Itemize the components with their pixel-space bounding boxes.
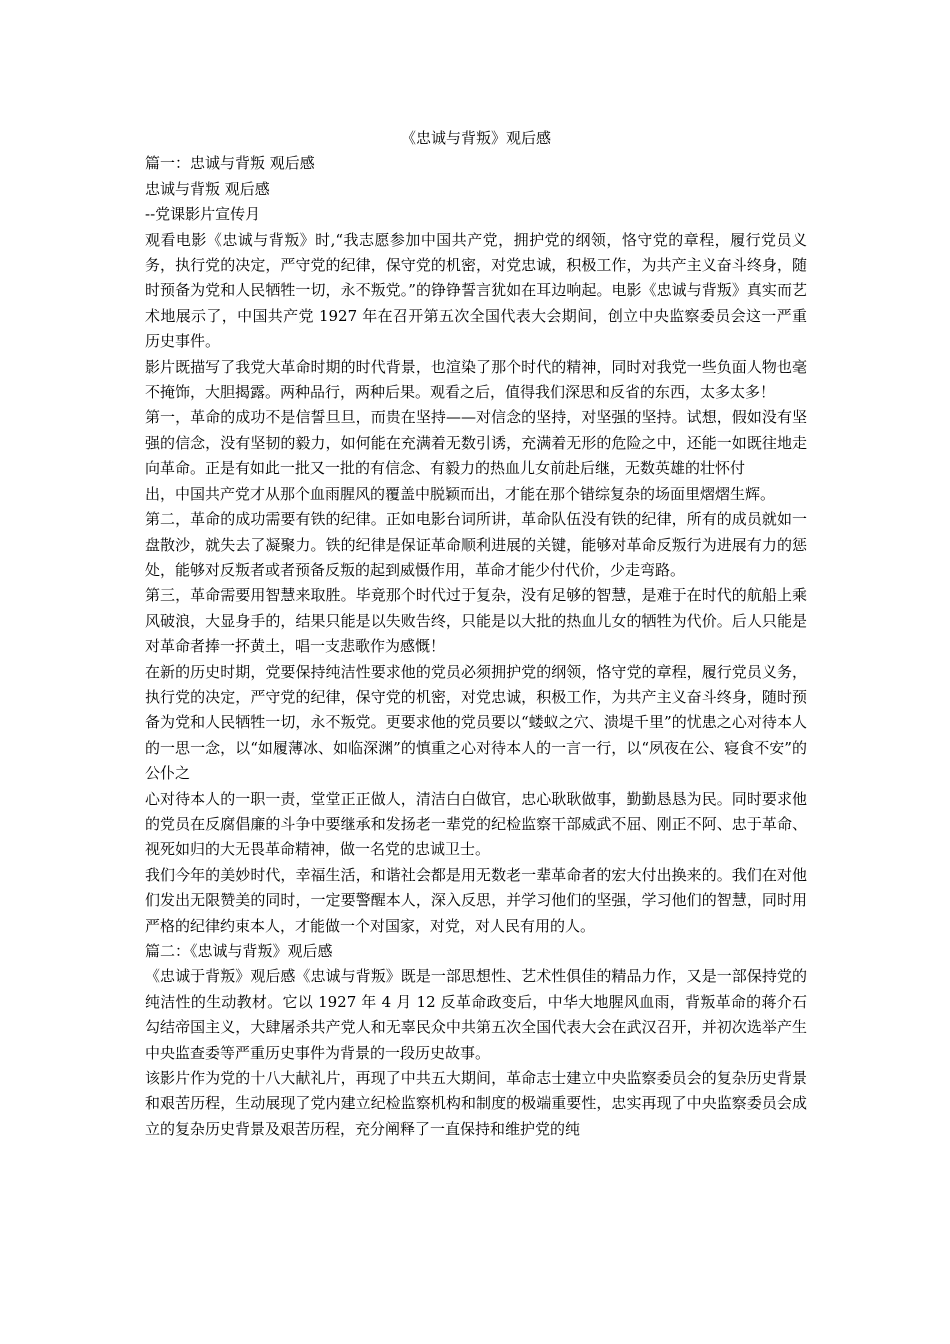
section-heading-2: 篇二：《忠诚与背叛》观后感 [145, 942, 333, 960]
paragraph-6: 第一，革命的成功不是信誓旦旦，而贵在坚持——对信念的坚持，对坚强的坚持。试想，假如没有坚强的信念，没有坚韧的毅力，如何能在充满着无数引诱，充满着无形的危险之中，还能一如既往地走向革命。正是有如此一批又一批的有信念、有毅力的热血儿女前赴后继，无数英雄的壮怀付 [145, 408, 807, 478]
paragraph-8: 第二，革命的成功需要有铁的纪律。正如电影台词所讲，革命队伍没有铁的纪律，所有的成员就如一盘散沙，就失去了凝聚力。铁的纪律是保证革命顺利进展的关键，能够对革命反叛行为进展有力的惩处，能够对反叛者或者预备反叛的起到威慑作用，革命才能少付代价，少走弯路。 [145, 510, 807, 579]
paragraph-10: 在新的历史时期，党要保持纯洁性要求他的党员必须拥护党的纲领，恪守党的章程，履行党员义务，执行党的决定，严守党的纪律，保守党的机密，对党忠诚，积极工作，为共产主义奋斗终身，随时预备为党和人民牺牲一切，永不叛党。更要求他的党员要以“蝼蚁之穴、溃堤千里”的忧患之心对待本人的一思一念，以“如履薄冰、如临深渊”的慎重之心对待本人的一言一行，以“夙夜在公、寝食不安”的公仆之 [145, 662, 807, 783]
document-page [145, 126, 807, 1142]
paragraph-4: 观看电影《忠诚与背叛》时,“我志愿参加中国共产党，拥护党的纲领，恪守党的章程，履行党员义务，执行党的决定，严守党的纪律，保守党的机密，对党忠诚，积极工作，为共产主义奋斗终身，随时预备为党和人民牺牲一切，永不叛党。”的铮铮誓言犹如在耳边响起。电影《忠诚与背叛》真实而艺术地展示了，中国共产党 1927 年在召开第五次全国代表大会期间，创立中央监察委员会这一严重历史事件。 [145, 230, 807, 351]
paragraph-12: 我们今年的美妙时代，幸福生活，和谐社会都是用无数老一辈革命者的宏大付出换来的。我们在对他们发出无限赞美的同时，一定要警醒本人，深入反思，并学习他们的坚强，学习他们的智慧，同时用严格的纪律约束本人，才能做一个对国家，对党，对人民有用的人。 [145, 865, 807, 935]
paragraph-13: 《忠诚于背叛》观后感《忠诚与背叛》既是一部思想性、艺术性俱佳的精品力作，又是一部保持党的纯洁性的生动教材。它以 1927 年 4 月 12 反革命政变后，中华大地腥风血雨，背叛革命的蒋介石勾结帝国主义，大肆屠杀共产党人和无辜民众中共第五次全国代表大会在武汉召开，并初次选举产生中央监查委等严重历史事件为背景的一段历史故事。 [145, 967, 807, 1062]
paragraph-9: 第三，革命需要用智慧来取胜。毕竟那个时代过于复杂，没有足够的智慧，是难于在时代的航船上乘风破浪，大显身手的，结果只能是以失败告终，只能是以大批的热血儿女的牺牲为代价。后人只能是对革命者捧一抔黄土，唱一支悲歌作为感慨！ [145, 586, 807, 656]
paragraph-2: 忠诚与背叛 观后感 [145, 179, 270, 198]
document-title: 《忠诚与背叛》观后感 [400, 129, 551, 147]
paragraph-5: 影片既描写了我党大革命时期的时代背景，也渲染了那个时代的精神，同时对我党一些负面人物也毫不掩饰，大胆揭露。两种品行，两种后果。观看之后，值得我们深思和反省的东西，太多太多！ [145, 357, 807, 402]
paragraph-14: 该影片作为党的十八大献礼片，再现了中共五大期间，革命志士建立中央监察委员会的复杂历史背景和艰苦历程，生动展现了党内建立纪检监察机构和制度的极端重要性，忠实再现了中央监察委员会成立的复杂历史背景及艰苦历程，充分阐释了一直保持和维护党的纯 [145, 1069, 807, 1138]
paragraph-11: 心对待本人的一职一责，堂堂正正做人，清洁白白做官，忠心耿耿做事，勤勤恳恳为民。同时要求他的党员在反腐倡廉的斗争中要继承和发扬老一辈党的纪检监察干部威武不屈、刚正不阿、忠于革命、视死如归的大无畏革命精神，做一名党的忠诚卫士。 [145, 789, 807, 859]
paragraph-1: 篇一：忠诚与背叛 观后感 [145, 154, 315, 173]
paragraph-7: 出，中国共产党才从那个血雨腥风的覆盖中脱颖而出，才能在那个错综复杂的场面里熠熠生辉。 [145, 484, 776, 503]
paragraph-3: --党课影片宣传月 [145, 205, 261, 224]
